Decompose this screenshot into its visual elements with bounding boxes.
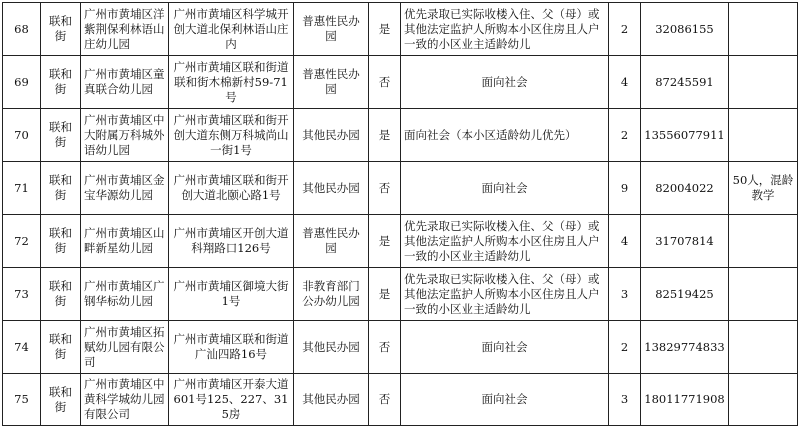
cell-street: 联和街 bbox=[41, 268, 81, 321]
cell-classes: 2 bbox=[609, 3, 641, 56]
cell-street: 联和街 bbox=[41, 3, 81, 56]
cell-address: 广州市黄埔区联和街开创大道北颐心路1号 bbox=[169, 162, 294, 215]
cell-name: 广州市黄埔区拓赋幼儿园有限公司 bbox=[81, 321, 169, 374]
cell-address: 广州市黄埔区联和街道广汕四路16号 bbox=[169, 321, 294, 374]
cell-flag: 否 bbox=[369, 374, 401, 426]
cell-note bbox=[729, 109, 798, 162]
cell-no: 70 bbox=[3, 109, 41, 162]
cell-name: 广州市黄埔区洋紫荆保利林语山庄幼儿园 bbox=[81, 3, 169, 56]
cell-phone: 31707814 bbox=[641, 215, 729, 268]
cell-flag: 否 bbox=[369, 56, 401, 109]
cell-phone: 13829774833 bbox=[641, 321, 729, 374]
cell-address: 广州市黄埔区御境大街1号 bbox=[169, 268, 294, 321]
cell-policy: 面向社会 bbox=[401, 56, 609, 109]
cell-name: 广州市黄埔区山畔新星幼儿园 bbox=[81, 215, 169, 268]
cell-no: 75 bbox=[3, 374, 41, 426]
cell-address: 广州市黄埔区开泰大道601号125、227、315房 bbox=[169, 374, 294, 426]
kindergarten-table bbox=[2, 2, 798, 426]
cell-no: 74 bbox=[3, 321, 41, 374]
cell-classes: 2 bbox=[609, 321, 641, 374]
cell-note bbox=[729, 374, 798, 426]
cell-flag: 是 bbox=[369, 109, 401, 162]
cell-phone: 82519425 bbox=[641, 268, 729, 321]
cell-type: 其他民办园 bbox=[294, 162, 369, 215]
table-row bbox=[3, 3, 798, 56]
cell-no: 68 bbox=[3, 3, 41, 56]
cell-type: 其他民办园 bbox=[294, 109, 369, 162]
cell-no: 69 bbox=[3, 56, 41, 109]
cell-phone: 18011771908 bbox=[641, 374, 729, 426]
cell-flag: 是 bbox=[369, 268, 401, 321]
cell-street: 联和街 bbox=[41, 162, 81, 215]
cell-policy: 优先录取已实际收楼入住、父（母）或其他法定监护人所购本小区住房且人户一致的小区业主适龄幼儿 bbox=[401, 215, 609, 268]
cell-street: 联和街 bbox=[41, 215, 81, 268]
table-row bbox=[3, 56, 798, 109]
cell-policy: 优先录取已实际收楼入住、父（母）或其他法定监护人所购本小区住房且人户一致的小区业主适龄幼儿 bbox=[401, 3, 609, 56]
cell-policy: 优先录取已实际收楼入住、父（母）或其他法定监护人所购本小区住房且人户一致的小区业主适龄幼儿 bbox=[401, 268, 609, 321]
cell-phone: 32086155 bbox=[641, 3, 729, 56]
cell-street: 联和街 bbox=[41, 321, 81, 374]
cell-type: 普惠性民办园 bbox=[294, 3, 369, 56]
cell-classes: 2 bbox=[609, 109, 641, 162]
table-body bbox=[3, 3, 798, 426]
cell-phone: 13556077911 bbox=[641, 109, 729, 162]
cell-classes: 3 bbox=[609, 374, 641, 426]
cell-address: 广州市黄埔区科学城开创大道北保利林语山庄内 bbox=[169, 3, 294, 56]
cell-type: 其他民办园 bbox=[294, 321, 369, 374]
cell-note bbox=[729, 268, 798, 321]
cell-classes: 3 bbox=[609, 268, 641, 321]
cell-policy: 面向社会 bbox=[401, 162, 609, 215]
cell-classes: 4 bbox=[609, 56, 641, 109]
cell-flag: 是 bbox=[369, 3, 401, 56]
table-row bbox=[3, 268, 798, 321]
cell-type: 非教育部门公办幼儿园 bbox=[294, 268, 369, 321]
cell-type: 普惠性民办园 bbox=[294, 56, 369, 109]
cell-street: 联和街 bbox=[41, 374, 81, 426]
cell-type: 普惠性民办园 bbox=[294, 215, 369, 268]
cell-address: 广州市黄埔区联和街开创大道东侧万科城尚山一街1号 bbox=[169, 109, 294, 162]
cell-type: 其他民办园 bbox=[294, 374, 369, 426]
cell-phone: 87245591 bbox=[641, 56, 729, 109]
cell-phone: 82004022 bbox=[641, 162, 729, 215]
cell-note bbox=[729, 215, 798, 268]
table-row bbox=[3, 109, 798, 162]
cell-policy: 面向社会 bbox=[401, 321, 609, 374]
cell-note: 50人，混龄教学 bbox=[729, 162, 798, 215]
cell-classes: 9 bbox=[609, 162, 641, 215]
cell-street: 联和街 bbox=[41, 56, 81, 109]
cell-address: 广州市黄埔区联和街道联和街木棉新村59-71号 bbox=[169, 56, 294, 109]
cell-name: 广州市黄埔区童真联合幼儿园 bbox=[81, 56, 169, 109]
cell-street: 联和街 bbox=[41, 109, 81, 162]
cell-policy: 面向社会（本小区适龄幼儿优先） bbox=[401, 109, 609, 162]
cell-classes: 4 bbox=[609, 215, 641, 268]
cell-flag: 是 bbox=[369, 215, 401, 268]
cell-note bbox=[729, 321, 798, 374]
cell-name: 广州市黄埔区中大附属万科城外语幼儿园 bbox=[81, 109, 169, 162]
cell-note bbox=[729, 56, 798, 109]
cell-no: 72 bbox=[3, 215, 41, 268]
table-row bbox=[3, 215, 798, 268]
cell-no: 71 bbox=[3, 162, 41, 215]
cell-note bbox=[729, 3, 798, 56]
cell-name: 广州市黄埔区广钢华标幼儿园 bbox=[81, 268, 169, 321]
cell-no: 73 bbox=[3, 268, 41, 321]
table-row bbox=[3, 162, 798, 215]
cell-name: 广州市黄埔区金宝华源幼儿园 bbox=[81, 162, 169, 215]
cell-flag: 否 bbox=[369, 162, 401, 215]
cell-name: 广州市黄埔区中黄科学城幼儿园有限公司 bbox=[81, 374, 169, 426]
table-row bbox=[3, 374, 798, 426]
cell-policy: 面向社会 bbox=[401, 374, 609, 426]
cell-flag: 否 bbox=[369, 321, 401, 374]
cell-address: 广州市黄埔区开创大道科翔路口126号 bbox=[169, 215, 294, 268]
table-row bbox=[3, 321, 798, 374]
